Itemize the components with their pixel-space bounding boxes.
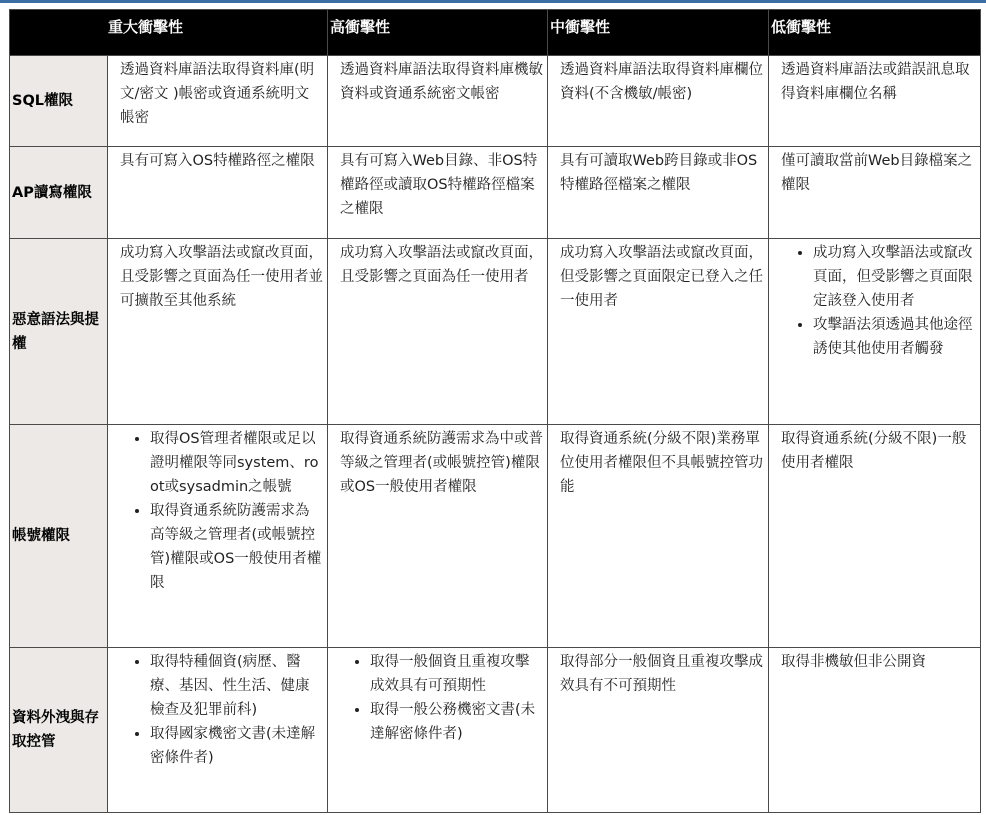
cell-ap-critical: 具有可寫入OS特權路徑之權限 — [108, 147, 328, 239]
cell-malicious-high: 成功寫入攻擊語法或竄改頁面，且受影響之頁面為任一使用者 — [328, 239, 548, 425]
table-row-data-leak — [10, 648, 981, 813]
column-header-high: 高衝擊性 — [328, 10, 548, 56]
column-header-critical: 重大衝擊性 — [10, 10, 328, 56]
list-item: • 取得資通系統防護需求為高等級之管理者(或帳號控管)權限或OS一般使用者權限 — [150, 499, 323, 595]
row-label-ap: AP讀寫權限 — [10, 147, 108, 239]
list-item: • 取得特種個資(病歷、醫療、基因、性生活、健康檢查及犯罪前科) — [150, 650, 323, 722]
bullet-list — [120, 427, 323, 595]
header-row — [10, 10, 981, 56]
column-header-low: 低衝擊性 — [769, 10, 981, 56]
row-label-malicious: 惡意語法與提權 — [10, 239, 108, 425]
cell-data-leak-low: 取得非機敏但非公開資 — [769, 648, 981, 813]
cell-account-low: 取得資通系統(分級不限)一般使用者權限 — [769, 425, 981, 648]
cell-ap-low: 僅可讀取當前Web目錄檔案之權限 — [769, 147, 981, 239]
table-row-account — [10, 425, 981, 648]
table-row-malicious — [10, 239, 981, 425]
cell-sql-critical: 透過資料庫語法取得資料庫(明文/密文 )帳密或資通系統明文帳密 — [108, 56, 328, 147]
bullet-list — [781, 241, 976, 361]
cell-sql-high: 透過資料庫語法取得資料庫機敏資料或資通系統密文帳密 — [328, 56, 548, 147]
list-item: • 取得一般個資且重複攻擊成效具有可預期性 — [370, 650, 543, 698]
table-row-sql — [10, 56, 981, 147]
cell-account-high: 取得資通系統防護需求為中或普等級之管理者(或帳號控管)權限或OS一般使用者權限 — [328, 425, 548, 648]
cell-malicious-low — [769, 239, 981, 425]
cell-account-medium: 取得資通系統(分級不限)業務單位使用者權限但不具帳號控管功能 — [548, 425, 769, 648]
impact-level-table — [9, 9, 981, 813]
row-label-sql: SQL權限 — [10, 56, 108, 147]
list-item: • 攻擊語法須透過其他途徑誘使其他使用者觸發 — [813, 313, 976, 361]
cell-data-leak-medium: 取得部分一般個資且重複攻擊成效具有不可預期性 — [548, 648, 769, 813]
cell-ap-medium: 具有可讀取Web跨目錄或非OS特權路徑檔案之權限 — [548, 147, 769, 239]
cell-data-leak-high — [328, 648, 548, 813]
cell-ap-high: 具有可寫入Web目錄、非OS特權路徑或讀取OS特權路徑檔案之權限 — [328, 147, 548, 239]
list-item: • 取得國家機密文書(未達解密條件者) — [150, 722, 323, 770]
list-item: • 取得OS管理者權限或足以證明權限等同system、root或sysadmin之帳號 — [150, 427, 323, 499]
table-row-ap — [10, 147, 981, 239]
cell-account-critical — [108, 425, 328, 648]
bullet-list — [340, 650, 543, 746]
list-item: • 取得一般公務機密文書(未達解密條件者) — [370, 698, 543, 746]
column-header-medium: 中衝擊性 — [548, 10, 769, 56]
bullet-list — [120, 650, 323, 770]
cell-sql-medium: 透過資料庫語法取得資料庫欄位資料(不含機敏/帳密) — [548, 56, 769, 147]
row-label-account: 帳號權限 — [10, 425, 108, 648]
top-accent-line — [0, 0, 986, 3]
cell-data-leak-critical — [108, 648, 328, 813]
cell-sql-low: 透過資料庫語法或錯誤訊息取得資料庫欄位名稱 — [769, 56, 981, 147]
row-label-data-leak: 資料外洩與存取控管 — [10, 648, 108, 813]
cell-malicious-critical: 成功寫入攻擊語法或竄改頁面，且受影響之頁面為任一使用者並可擴散至其他系統 — [108, 239, 328, 425]
cell-malicious-medium: 成功寫入攻擊語法或竄改頁面，但受影響之頁面限定已登入之任一使用者 — [548, 239, 769, 425]
list-item: • 成功寫入攻擊語法或竄改頁面，但受影響之頁面限定該登入使用者 — [813, 241, 976, 313]
